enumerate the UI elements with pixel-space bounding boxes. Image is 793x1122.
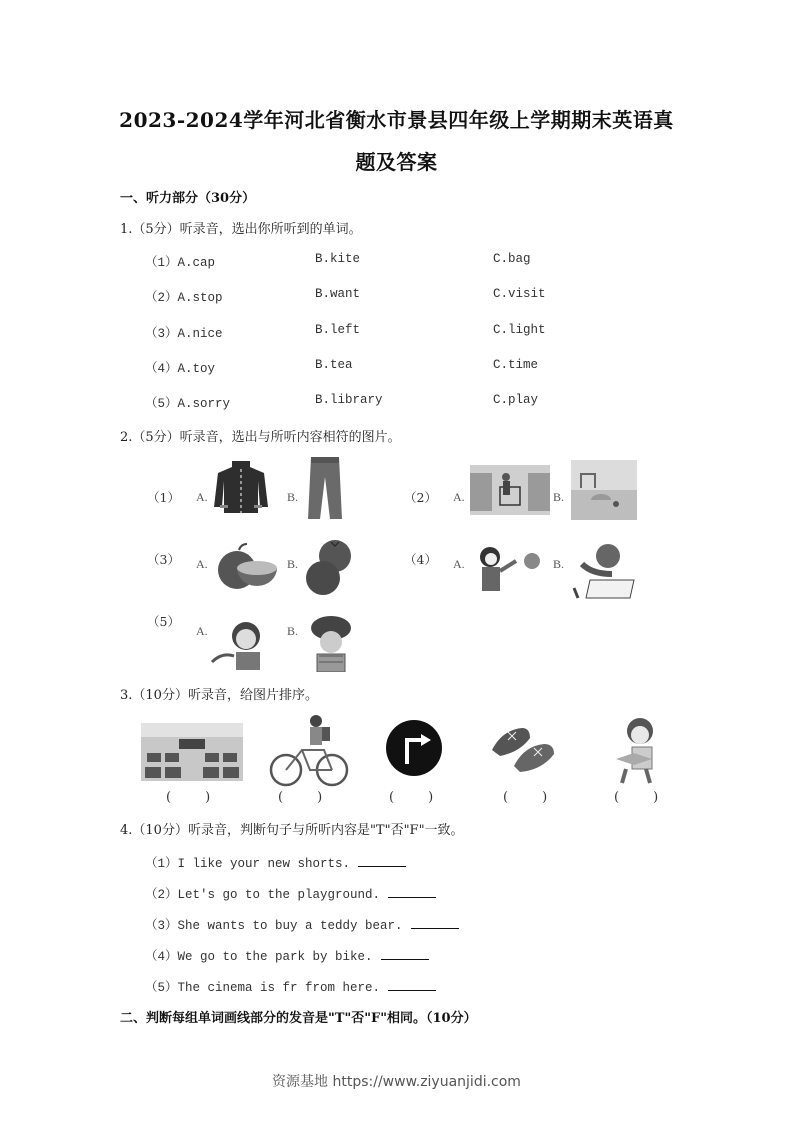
- answer-bracket-3[interactable]: ( ): [389, 790, 434, 805]
- option-a: A.toy: [177, 362, 216, 376]
- playground-image: [571, 460, 637, 520]
- sentence-text: She wants to buy a teddy bear.: [177, 919, 403, 933]
- question-3-prompt: 3.（10分）听录音，给图片排序。: [120, 688, 318, 703]
- section-heading-pronunciation: 二、判断每组单词画线部分的发音是"T"否"F"相同。（10分）: [120, 1011, 477, 1026]
- apple-image: [215, 542, 279, 592]
- q2-item-3-a-label: A.: [196, 557, 208, 571]
- section-heading-listening: 一、听力部分（30分）: [120, 191, 256, 206]
- answer-bracket-2[interactable]: ( ): [278, 790, 323, 805]
- q1-row-1-option-b: B.kite: [315, 252, 361, 266]
- q4-sentence-2: [145, 884, 436, 902]
- q1-row-1: [145, 252, 215, 270]
- question-1-prompt: 1.（5分）听录音，选出你所听到的单词。: [120, 222, 362, 237]
- answer-bracket-4[interactable]: ( ): [503, 790, 548, 805]
- shoes-image: [488, 722, 560, 778]
- q1-row-5: [145, 393, 230, 411]
- q2-item-5-number: （5）: [147, 614, 180, 629]
- answer-blank[interactable]: [388, 978, 436, 991]
- sentence-text: I like your new shorts.: [177, 857, 351, 871]
- q2-item-4-b-label: B.: [553, 557, 565, 571]
- option-a: A.nice: [177, 327, 223, 341]
- option-a: A.cap: [177, 256, 216, 270]
- q2-item-4-a-label: A.: [453, 557, 465, 571]
- sentence-text: We go to the park by bike.: [177, 950, 373, 964]
- question-2-prompt: 2.（5分）听录音，选出与所听内容相符的图片。: [120, 430, 401, 445]
- option-a: A.sorry: [177, 397, 231, 411]
- boy-eating-image: [305, 614, 355, 672]
- q1-row-3-option-c: C.light: [493, 323, 546, 337]
- q2-item-4-number: （4）: [404, 552, 437, 567]
- q1-row-3: [145, 323, 223, 341]
- q2-item-1-number: （1）: [147, 490, 180, 505]
- footer-watermark: 资源基地 https://www.ziyuanjidi.com: [272, 1074, 521, 1090]
- q1-row-4-option-c: C.time: [493, 358, 539, 372]
- q2-item-3-number: （3）: [147, 552, 180, 567]
- answer-blank[interactable]: [381, 947, 429, 960]
- boy-reading-image: [612, 715, 664, 785]
- q1-row-2: [145, 287, 223, 305]
- q1-row-2-option-b: B.want: [315, 287, 361, 301]
- boy-drawing-image: [568, 540, 638, 602]
- answer-bracket-1[interactable]: ( ): [166, 790, 211, 805]
- row-number: （5）: [145, 397, 178, 411]
- q1-row-1-option-c: C.bag: [493, 252, 531, 266]
- q1-row-5-option-c: C.play: [493, 393, 539, 407]
- q2-item-3-b-label: B.: [287, 557, 299, 571]
- q2-item-5-b-label: B.: [287, 624, 299, 638]
- answer-blank[interactable]: [358, 854, 406, 867]
- question-4-prompt: 4.（10分）听录音，判断句子与所听内容是"T"否"F"一致。: [120, 823, 464, 838]
- answer-blank[interactable]: [388, 885, 436, 898]
- sweater-image: [212, 457, 270, 517]
- q1-row-5-option-b: B.library: [315, 393, 383, 407]
- boy-playing-ball-image: [474, 543, 544, 593]
- sentence-number: （4）: [145, 950, 178, 964]
- q1-row-3-option-b: B.left: [315, 323, 361, 337]
- sentence-text: Let's go to the playground.: [177, 888, 381, 902]
- option-a: A.stop: [177, 291, 223, 305]
- q2-item-1-b-label: B.: [287, 490, 299, 504]
- row-number: （4）: [145, 362, 178, 376]
- document-title-line2: 题及答案: [355, 150, 438, 174]
- q2-item-5-a-label: A.: [196, 624, 208, 638]
- answer-bracket-5[interactable]: ( ): [614, 790, 659, 805]
- document-title-line1: 2023-2024学年河北省衡水市景县四年级上学期期末英语真: [119, 108, 674, 132]
- q1-row-4: [145, 358, 215, 376]
- girl-on-bike-image: [268, 713, 350, 788]
- answer-blank[interactable]: [411, 916, 459, 929]
- row-number: （2）: [145, 291, 178, 305]
- tomatoes-image: [303, 538, 357, 596]
- row-number: （1）: [145, 256, 178, 270]
- q4-sentence-4: [145, 946, 429, 964]
- q4-sentence-3: [145, 915, 459, 933]
- sentence-number: （5）: [145, 981, 178, 995]
- q1-row-4-option-b: B.tea: [315, 358, 353, 372]
- q4-sentence-1: [145, 853, 406, 871]
- q2-item-2-b-label: B.: [553, 490, 565, 504]
- row-number: （3）: [145, 327, 178, 341]
- computer-room-image: [141, 723, 243, 781]
- girl-crying-image: [210, 614, 270, 672]
- jeans-image: [305, 455, 345, 521]
- q2-item-2-a-label: A.: [453, 490, 465, 504]
- q4-sentence-5: [145, 977, 436, 995]
- turn-right-sign-image: [385, 718, 443, 778]
- q2-item-2-number: （2）: [404, 490, 437, 505]
- sentence-number: （3）: [145, 919, 178, 933]
- sentence-text: The cinema is fr from here.: [177, 981, 381, 995]
- supermarket-image: [470, 465, 550, 515]
- q1-row-2-option-c: C.visit: [493, 287, 546, 301]
- q2-item-1-a-label: A.: [196, 490, 208, 504]
- sentence-number: （1）: [145, 857, 178, 871]
- sentence-number: （2）: [145, 888, 178, 902]
